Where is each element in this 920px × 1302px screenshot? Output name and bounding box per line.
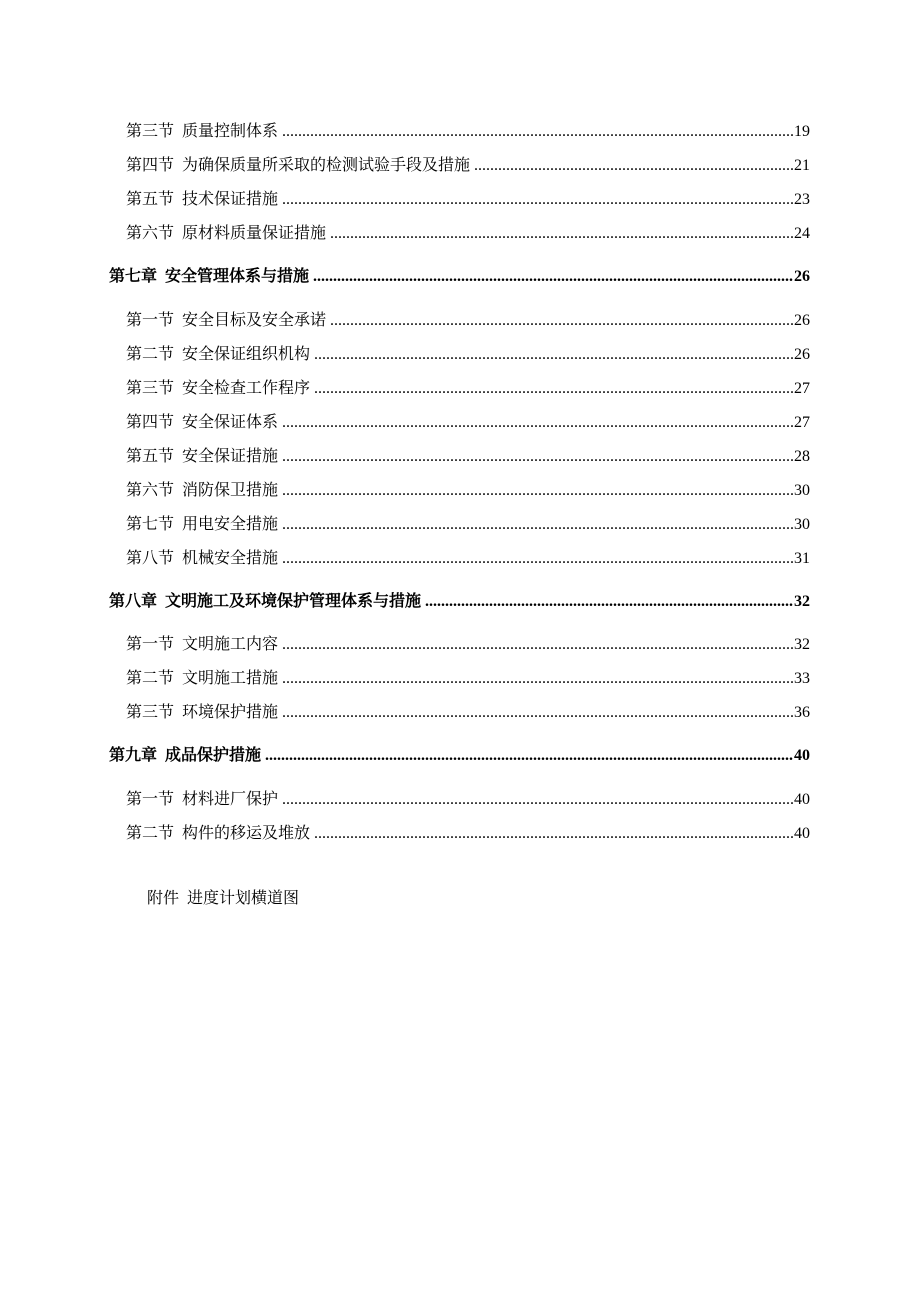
toc-page-number: 40 <box>794 825 810 842</box>
toc-chapter-entry[interactable] <box>109 742 810 768</box>
dot-leader <box>313 264 793 290</box>
toc-page-number: 30 <box>794 482 810 499</box>
dot-leader <box>474 153 793 179</box>
toc-entry-number: 第二节 <box>126 823 175 842</box>
dot-leader <box>314 342 793 368</box>
toc-entry-number: 第四节 <box>126 155 175 174</box>
dot-leader <box>282 444 793 470</box>
toc-entry-number: 第六节 <box>126 223 175 242</box>
toc-entry[interactable] <box>126 307 810 333</box>
toc-entry[interactable] <box>126 631 810 657</box>
appendix-title: 进度计划横道图 <box>187 888 300 907</box>
toc-entry-number: 第二节 <box>126 344 175 363</box>
toc-entry-title <box>126 307 330 333</box>
toc-entry-title <box>126 631 282 657</box>
dot-leader <box>282 410 793 436</box>
dot-leader <box>314 376 793 402</box>
toc-entry-title <box>126 341 314 367</box>
toc-entry-text: 机械安全措施 <box>182 548 279 567</box>
toc-entry[interactable] <box>126 477 810 503</box>
toc-entry-title <box>126 118 282 144</box>
toc-entry-title <box>126 409 282 435</box>
toc-page-number: 30 <box>794 516 810 533</box>
toc-entry-text: 消防保卫措施 <box>182 480 279 499</box>
toc-entry-title <box>126 152 474 178</box>
toc-page-number: 19 <box>794 123 810 140</box>
toc-entry-number: 第二节 <box>126 668 175 687</box>
toc-chapter-text: 安全管理体系与措施 <box>165 266 310 285</box>
toc-entry-title <box>126 220 330 246</box>
toc-entry-text: 文明施工措施 <box>182 668 279 687</box>
toc-entry-text: 材料进厂保护 <box>182 789 279 808</box>
toc-entry-text: 用电安全措施 <box>182 514 279 533</box>
toc-entry-text: 安全保证组织机构 <box>182 344 311 363</box>
toc-entry-text: 构件的移运及堆放 <box>182 823 311 842</box>
toc-chapter-title <box>109 263 313 289</box>
dot-leader <box>282 787 793 813</box>
toc-chapter-title <box>109 742 265 768</box>
toc-entry-text: 技术保证措施 <box>182 189 279 208</box>
toc-chapter-entry[interactable] <box>109 263 810 289</box>
toc-page-number: 27 <box>794 380 810 397</box>
dot-leader <box>282 546 793 572</box>
toc-entry[interactable] <box>126 341 810 367</box>
toc-page-number: 32 <box>794 636 810 653</box>
dot-leader <box>282 119 793 145</box>
toc-entry[interactable] <box>126 118 810 144</box>
toc-page-number: 28 <box>794 448 810 465</box>
toc-entry-text: 文明施工内容 <box>182 634 279 653</box>
toc-entry-text: 安全保证措施 <box>182 446 279 465</box>
dot-leader <box>282 700 793 726</box>
toc-entry-number: 第一节 <box>126 789 175 808</box>
toc-chapter-number: 第九章 <box>109 745 158 764</box>
toc-entry-title <box>126 375 314 401</box>
dot-leader <box>282 187 793 213</box>
toc-entry-number: 第五节 <box>126 446 175 465</box>
toc-chapter-entry[interactable] <box>109 588 810 614</box>
toc-page-number: 24 <box>794 225 810 242</box>
dot-leader <box>330 308 793 334</box>
toc-entry[interactable] <box>126 511 810 537</box>
toc-page-number: 40 <box>794 747 810 764</box>
toc-entry-number: 第三节 <box>126 702 175 721</box>
toc-entry-text: 原材料质量保证措施 <box>182 223 327 242</box>
toc-entry[interactable] <box>126 152 810 178</box>
toc-entry-number: 第一节 <box>126 634 175 653</box>
toc-page-number: 33 <box>794 670 810 687</box>
dot-leader <box>282 632 793 658</box>
toc-entry-text: 安全目标及安全承诺 <box>182 310 327 329</box>
toc-entry-number: 第一节 <box>126 310 175 329</box>
dot-leader <box>314 821 793 847</box>
toc-chapter-text: 文明施工及环境保护管理体系与措施 <box>165 591 422 610</box>
toc-page-number: 40 <box>794 791 810 808</box>
toc-entry[interactable] <box>126 409 810 435</box>
toc-entry[interactable] <box>126 699 810 725</box>
toc-chapter-title <box>109 588 425 614</box>
toc-entry-number: 第四节 <box>126 412 175 431</box>
dot-leader <box>282 666 793 692</box>
toc-page-number: 26 <box>794 268 810 285</box>
toc-entry-title <box>126 545 282 571</box>
toc-entry[interactable] <box>126 443 810 469</box>
toc-entry-title <box>126 786 282 812</box>
toc-entry-title <box>126 820 314 846</box>
dot-leader <box>282 512 793 538</box>
toc-entry-text: 环境保护措施 <box>182 702 279 721</box>
toc-entry-title <box>126 443 282 469</box>
toc-entry[interactable] <box>126 186 810 212</box>
toc-entry-number: 第三节 <box>126 378 175 397</box>
toc-entry[interactable] <box>126 786 810 812</box>
appendix-label: 附件 <box>147 888 180 907</box>
toc-entry-title <box>126 477 282 503</box>
dot-leader <box>265 743 793 769</box>
toc-entry[interactable] <box>126 820 810 846</box>
toc-entry-text: 安全检查工作程序 <box>182 378 311 397</box>
toc-page-number: 31 <box>794 550 810 567</box>
toc-page-number: 26 <box>794 346 810 363</box>
toc-chapter-number: 第八章 <box>109 591 158 610</box>
toc-entry[interactable] <box>126 375 810 401</box>
appendix-entry[interactable] <box>147 885 299 911</box>
toc-entry-number: 第三节 <box>126 121 175 140</box>
toc-page-number: 21 <box>794 157 810 174</box>
toc-entry-title <box>126 699 282 725</box>
toc-entry-number: 第八节 <box>126 548 175 567</box>
toc-page-number: 26 <box>794 312 810 329</box>
toc-page-number: 27 <box>794 414 810 431</box>
dot-leader <box>330 221 793 247</box>
toc-entry-title <box>126 665 282 691</box>
toc-page-number: 36 <box>794 704 810 721</box>
toc-entry-text: 安全保证体系 <box>182 412 279 431</box>
toc-page-number: 32 <box>794 593 810 610</box>
toc-entry-text: 质量控制体系 <box>182 121 279 140</box>
toc-chapter-number: 第七章 <box>109 266 158 285</box>
toc-entry-number: 第七节 <box>126 514 175 533</box>
toc-entry-title <box>126 511 282 537</box>
toc-page-number: 23 <box>794 191 810 208</box>
toc-entry-number: 第五节 <box>126 189 175 208</box>
toc-entry-text: 为确保质量所采取的检测试验手段及措施 <box>182 155 471 174</box>
toc-entry-title <box>126 186 282 212</box>
dot-leader <box>425 589 793 615</box>
dot-leader <box>282 478 793 504</box>
toc-entry[interactable] <box>126 665 810 691</box>
toc-entry-number: 第六节 <box>126 480 175 499</box>
toc-chapter-text: 成品保护措施 <box>165 745 262 764</box>
toc-entry[interactable] <box>126 220 810 246</box>
toc-entry[interactable] <box>126 545 810 571</box>
